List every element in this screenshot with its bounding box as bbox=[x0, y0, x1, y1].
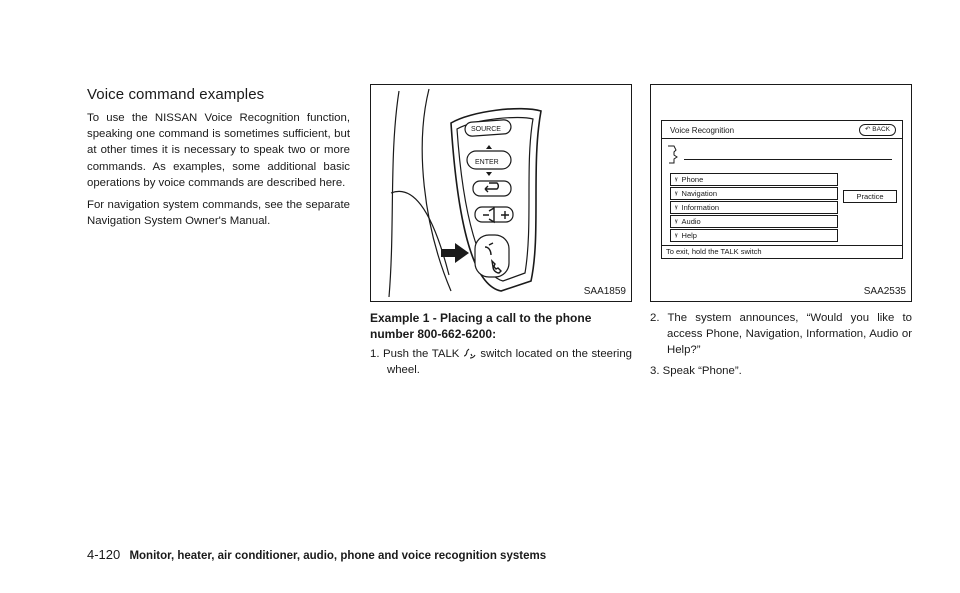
menu-item-navigation[interactable]: ᵞ Navigation bbox=[670, 187, 838, 200]
voice-recognition-figure bbox=[650, 84, 912, 302]
voice-menu-list bbox=[670, 173, 838, 243]
figure-code: SAA1859 bbox=[583, 286, 626, 297]
voice-command-icon: ᵞ bbox=[675, 219, 678, 226]
back-label: BACK bbox=[872, 126, 890, 133]
steering-switch-illustration bbox=[371, 85, 631, 301]
example-column bbox=[370, 310, 632, 383]
voice-recognition-screen bbox=[661, 120, 903, 259]
menu-item-information[interactable]: ᵞ Information bbox=[670, 201, 838, 214]
enter-label: ENTER bbox=[475, 159, 499, 166]
example-heading: Example 1 - Placing a call to the phone number 800-662-6200: bbox=[370, 311, 592, 341]
page-number: 4-120 bbox=[87, 547, 121, 562]
back-button[interactable]: ↶ BACK bbox=[859, 124, 896, 136]
talk-switch-icon bbox=[462, 348, 478, 360]
navigation-note-paragraph: For navigation system commands, see the separate Navigation System Owner's Manual. bbox=[87, 199, 350, 228]
menu-item-phone[interactable]: ᵞ Phone bbox=[670, 173, 838, 186]
steering-switch-figure bbox=[370, 84, 632, 302]
menu-item-audio[interactable]: ᵞ Audio bbox=[670, 215, 838, 228]
exit-instruction: To exit, hold the TALK switch bbox=[666, 247, 762, 256]
step-1: 1. Push the TALK switch located on the steering wheel. bbox=[370, 348, 632, 376]
voice-command-icon: ᵞ bbox=[675, 177, 678, 184]
figure-code: SAA2535 bbox=[863, 286, 906, 297]
up-arrow-icon bbox=[486, 145, 492, 149]
intro-column bbox=[87, 86, 350, 235]
menu-item-help[interactable]: ᵞ Help bbox=[670, 229, 838, 242]
intro-paragraph: To use the NISSAN Voice Recognition function, speaking one command is sometimes sufficient, but at other times it is necessary to speak two or more commands. As examples, some additional basic operations by voice commands are described here. bbox=[87, 112, 350, 189]
source-label: SOURCE bbox=[471, 126, 501, 133]
page-footer bbox=[87, 547, 546, 562]
speaker-icon bbox=[665, 144, 679, 166]
step-3: 3. Speak “Phone”. bbox=[650, 365, 742, 377]
footer-title: Monitor, heater, air conditioner, audio, phone and voice recognition systems bbox=[129, 550, 547, 562]
input-line bbox=[684, 159, 892, 160]
voice-command-icon: ᵞ bbox=[675, 205, 678, 212]
practice-button[interactable]: Practice bbox=[843, 190, 897, 203]
down-arrow-icon bbox=[486, 172, 492, 176]
voice-command-icon: ᵞ bbox=[675, 233, 678, 240]
voice-command-icon: ᵞ bbox=[675, 191, 678, 198]
step-2: 2. The system announces, “Would you like to access Phone, Navigation, Information, Audio or Help?” bbox=[650, 312, 912, 356]
screen-title: Voice Recognition bbox=[670, 126, 735, 135]
divider bbox=[662, 245, 902, 246]
divider bbox=[662, 138, 902, 139]
section-title: Voice command examples bbox=[87, 86, 265, 103]
steps-column bbox=[650, 310, 912, 384]
